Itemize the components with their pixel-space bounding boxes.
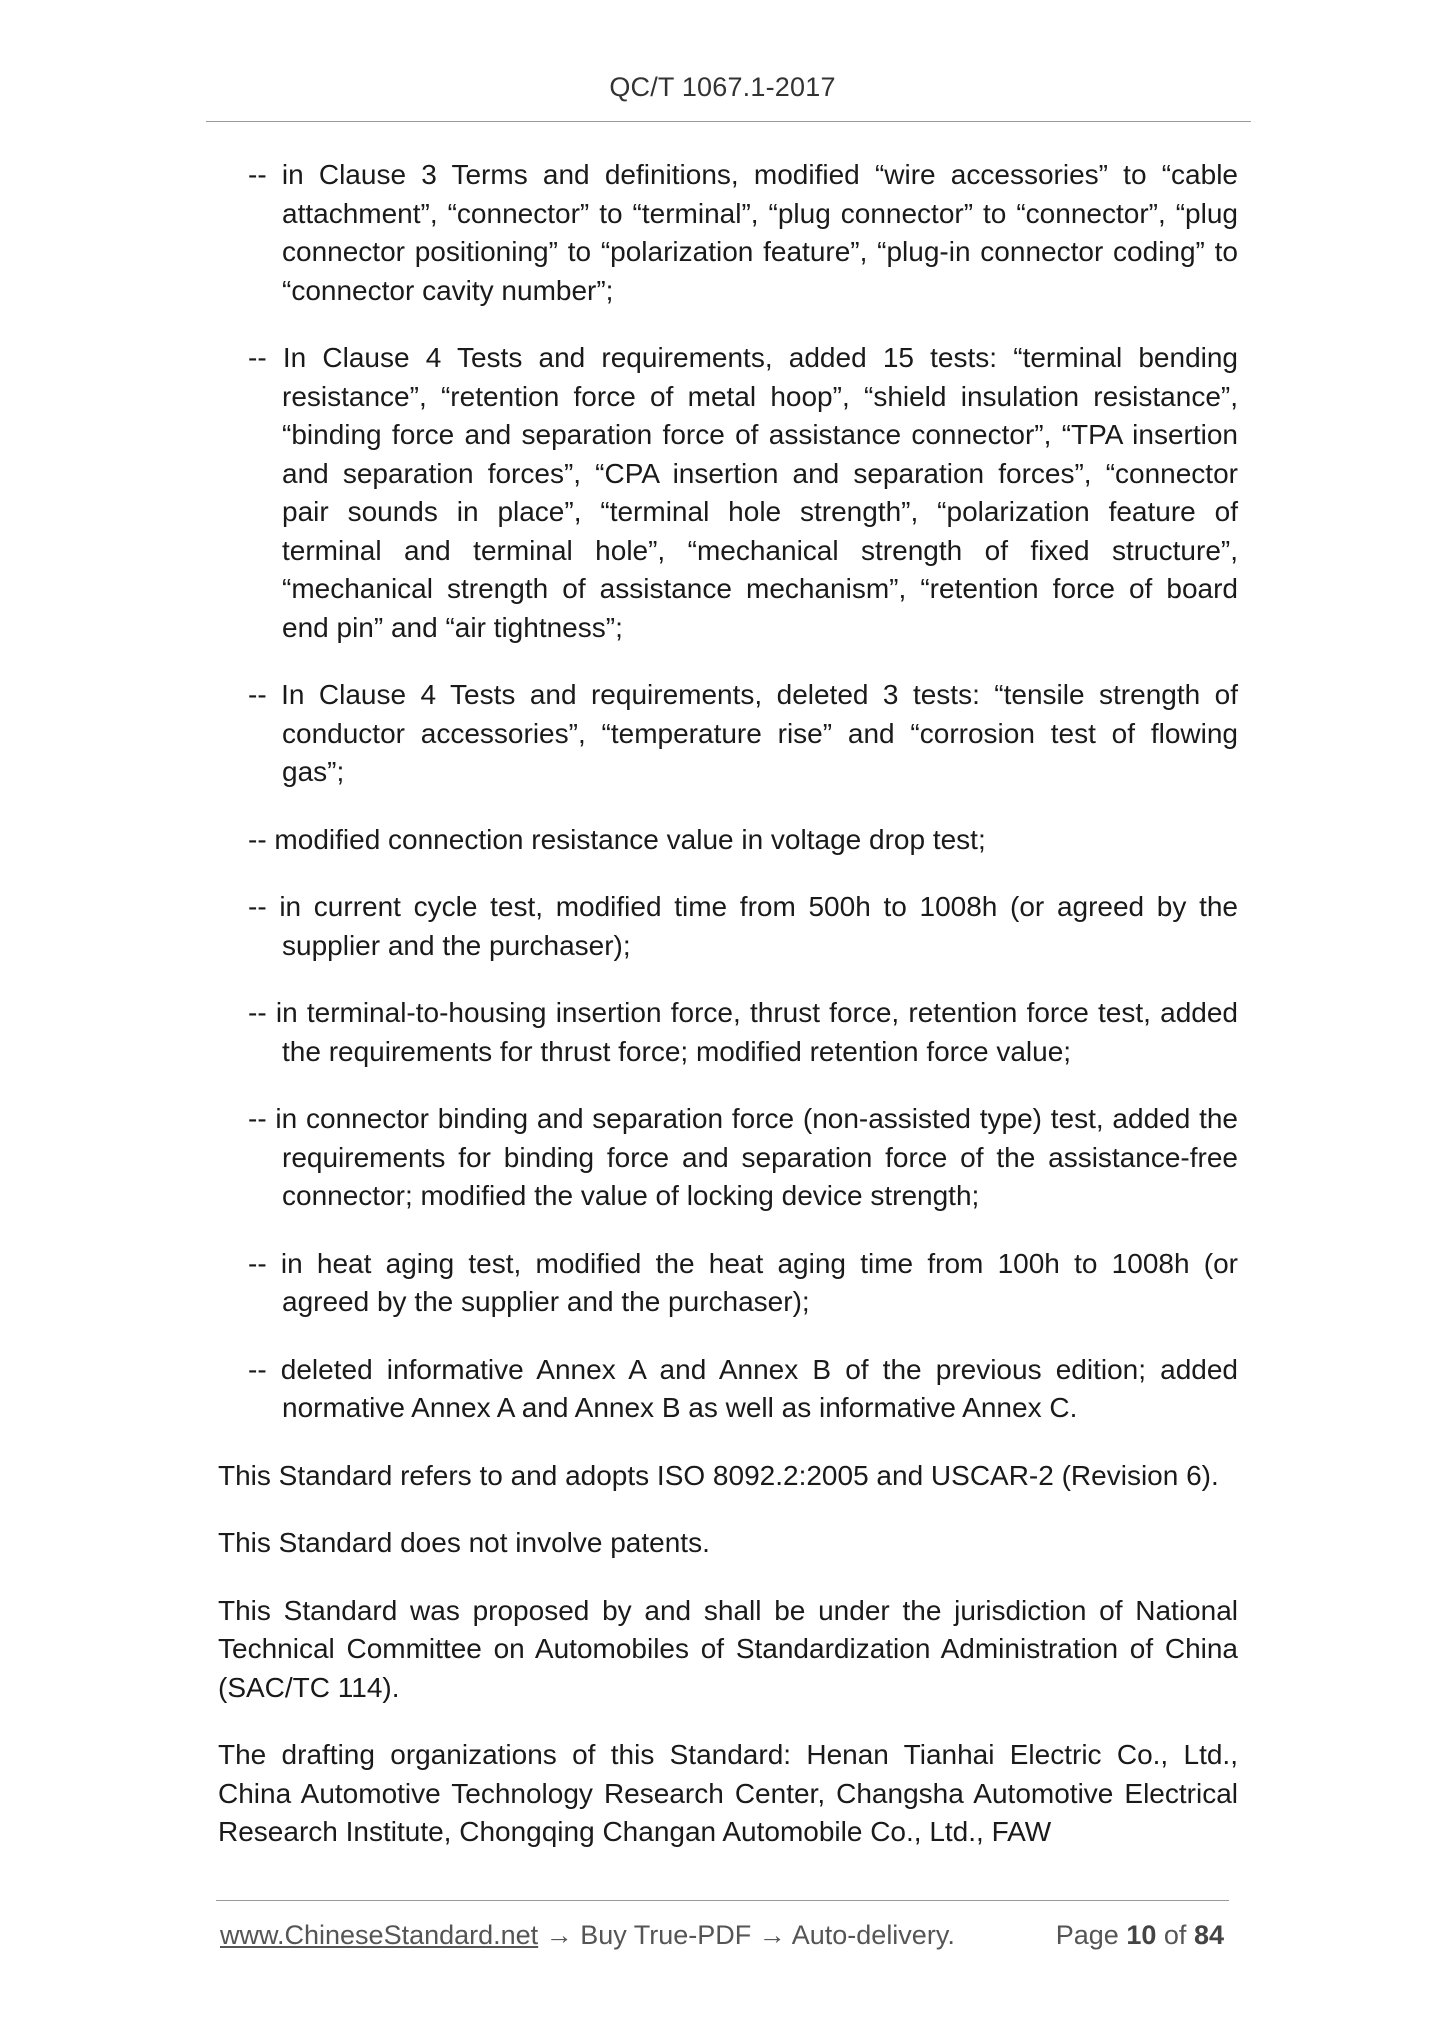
change-item-8: -- in heat aging test, modified the heat aging time from 100h to 1008h (or agreed by the supplier and the purchaser); [248,1247,1238,1317]
change-item-1: -- in Clause 3 Terms and definitions, modified “wire accessories” to “cable attachment”, “connector” to “terminal”, “plug connector” to “connector”, “plug connector positioning” to “polarization feature”, “plug-in connector coding” to “connector cavity number”; [248,159,1238,306]
page-of: of [1163,1920,1187,1950]
page-label: Page [1055,1920,1119,1950]
change-item-4: -- modified connection resistance value in voltage drop test; [248,823,986,855]
paragraph-drafting-organizations: The drafting organizations of this Standard: Henan Tianhai Electric Co., Ltd., China Automotive Technology Research Center, Changsha Automotive Electrical Research Institute, Chongqing Changan Automobile Co., Ltd., FAW [218,1739,1238,1847]
change-item-7: -- in connector binding and separation force (non-assisted type) test, added the requirements for binding force and separation force of the assistance-free connector; modified the value of locking device strength; [248,1103,1238,1211]
change-list [218,156,1238,1428]
paragraph-jurisdiction: This Standard was proposed by and shall be under the jurisdiction of National Technical Committee on Automobiles of Standardization Administration of China (SAC/TC 114). [218,1594,1238,1703]
paragraph-adoption: This Standard refers to and adopts ISO 8092.2:2005 and USCAR-2 (Revision 6). [218,1459,1219,1491]
page-current: 10 [1126,1920,1157,1950]
footer-divider [216,1900,1229,1901]
document-header: QC/T 1067.1-2017 [609,72,836,102]
page-footer [220,1920,1230,1951]
footer-tagline: → Buy True-PDF → Auto-delivery. [538,1920,955,1950]
change-item-5: -- in current cycle test, modified time from 500h to 1008h (or agreed by the supplier and the purchaser); [248,891,1238,961]
change-item-9: -- deleted informative Annex A and Annex B of the previous edition; added normative Annex A and Annex B as well as informative Annex C. [248,1353,1238,1423]
header-divider [206,121,1251,122]
document-body [218,156,1238,1881]
website-link[interactable]: www.ChineseStandard.net [220,1920,539,1950]
change-item-6: -- in terminal-to-housing insertion force, thrust force, retention force test, added the requirements for thrust force; modified retention force value; [248,997,1238,1067]
page-total: 84 [1193,1920,1224,1950]
paragraph-patents: This Standard does not involve patents. [218,1527,710,1558]
page-number [1056,1920,1224,1951]
change-item-3: -- In Clause 4 Tests and requirements, deleted 3 tests: “tensile strength of conductor accessories”, “temperature rise” and “corrosion test of flowing gas”; [248,679,1238,787]
change-item-2: -- In Clause 4 Tests and requirements, added 15 tests: “terminal bending resistance”, “retention force of metal hoop”, “shield insulation resistance”, “binding force and separation force of assistance connector”, “TPA insertion and separation forces”, “CPA insertion and separation forces”, “connector pair sounds in place”, “terminal hole strength”, “polarization feature of terminal and terminal hole”, “mechanical strength of fixed structure”, “mechanical strength of assistance mechanism”, “retention force of board end pin” and “air tightness”; [248,342,1238,643]
